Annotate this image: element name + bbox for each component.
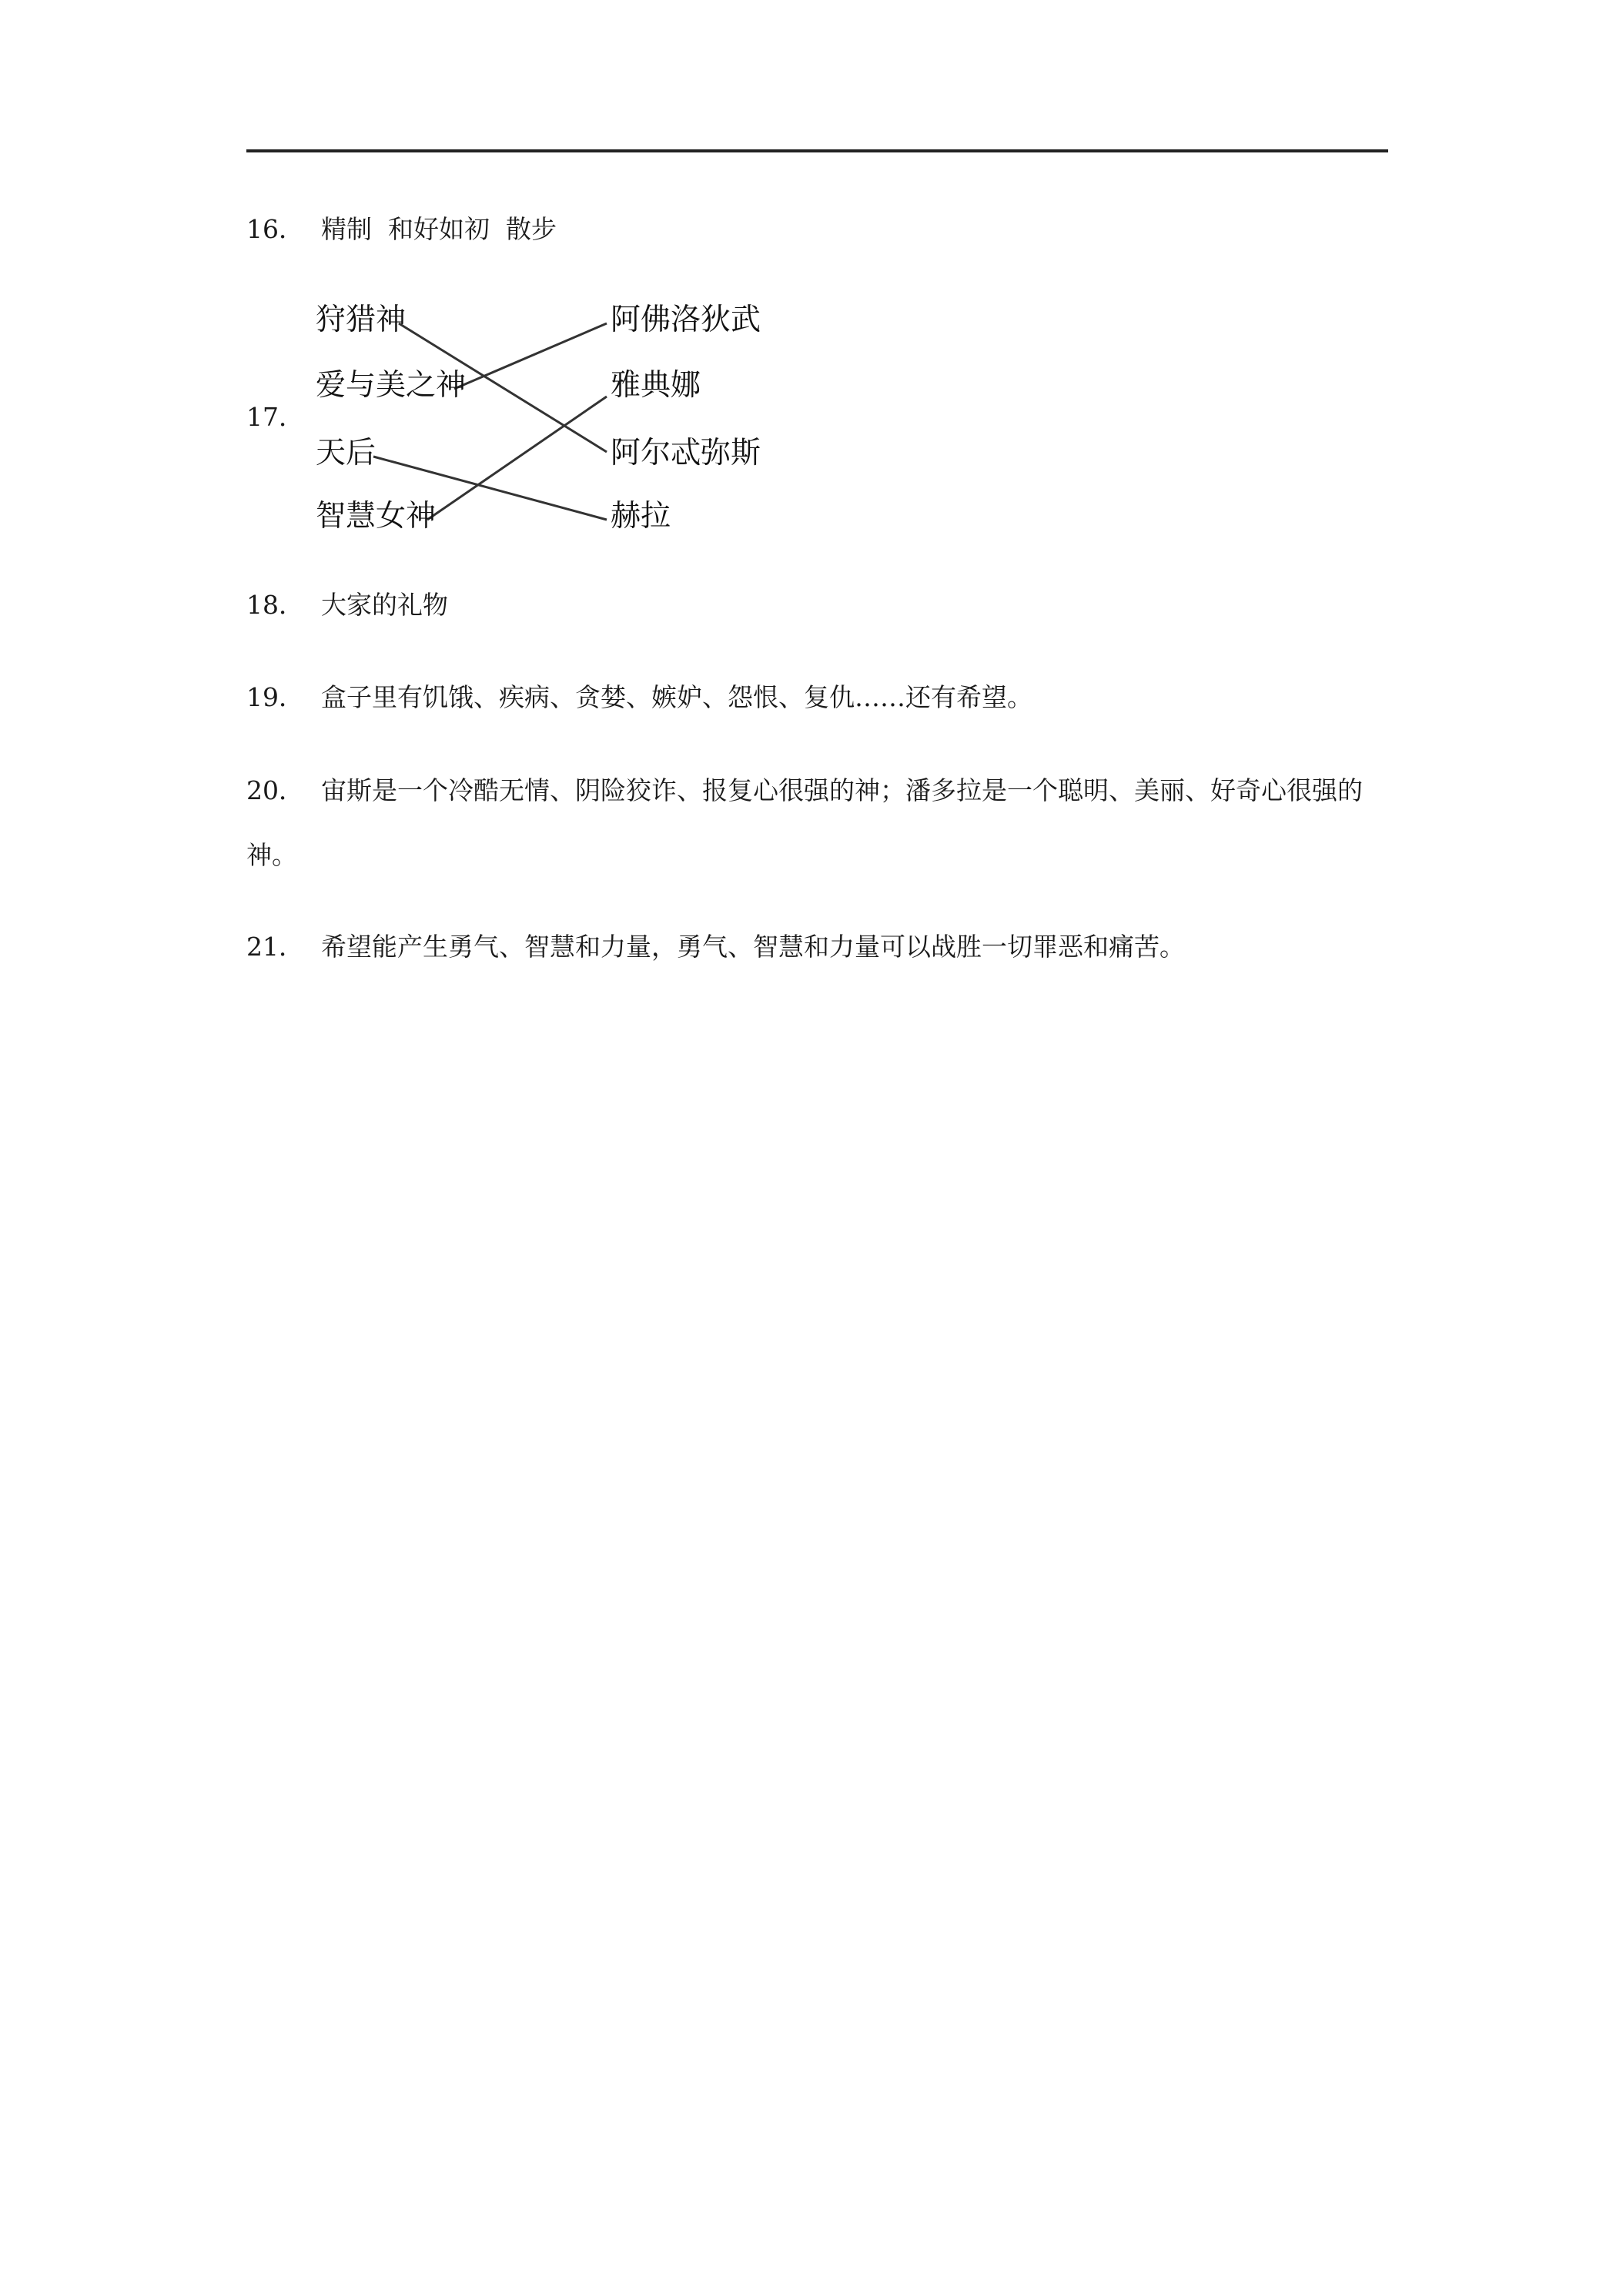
answer-20 — [246, 758, 1388, 888]
answer-21 — [246, 932, 1185, 962]
right-item: 雅典娜 — [611, 368, 701, 403]
left-item: 狩猎神 — [316, 303, 407, 337]
answer-text: 精制 和好如初 散步 — [321, 214, 557, 244]
match-line-love — [454, 323, 607, 389]
answer-number: 18． — [246, 590, 304, 620]
left-item: 爱与美之神 — [316, 368, 467, 403]
answer-19 — [246, 682, 1032, 713]
match-line-wisdom — [427, 397, 607, 520]
answer-text: 宙斯是一个冷酷无情、阴险狡诈、报复心很强的神；潘多拉是一个聪明、美丽、好奇心很强的神。 — [246, 775, 1363, 870]
header-rule — [246, 149, 1388, 152]
answer-16 — [246, 214, 557, 245]
answer-number: 20． — [246, 775, 304, 805]
answer-number: 19． — [246, 682, 304, 712]
answer-text: 大家的礼物 — [321, 590, 448, 620]
answer-18 — [246, 590, 448, 621]
right-item: 阿尔忒弥斯 — [611, 436, 761, 470]
left-item: 天后 — [316, 436, 376, 470]
right-item: 阿佛洛狄武 — [611, 303, 761, 337]
left-item: 智慧女神 — [316, 499, 437, 534]
answer-17-number: 17． — [246, 402, 304, 432]
matching-diagram — [308, 289, 785, 551]
answer-text: 盒子里有饥饿、疾病、贪婪、嫉妒、怨恨、复仇……还有希望。 — [321, 682, 1032, 712]
right-item: 赫拉 — [611, 499, 671, 534]
answer-text: 希望能产生勇气、智慧和力量，勇气、智慧和力量可以战胜一切罪恶和痛苦。 — [321, 932, 1185, 962]
answer-number: 21． — [246, 932, 304, 962]
answer-number: 16． — [246, 214, 304, 244]
